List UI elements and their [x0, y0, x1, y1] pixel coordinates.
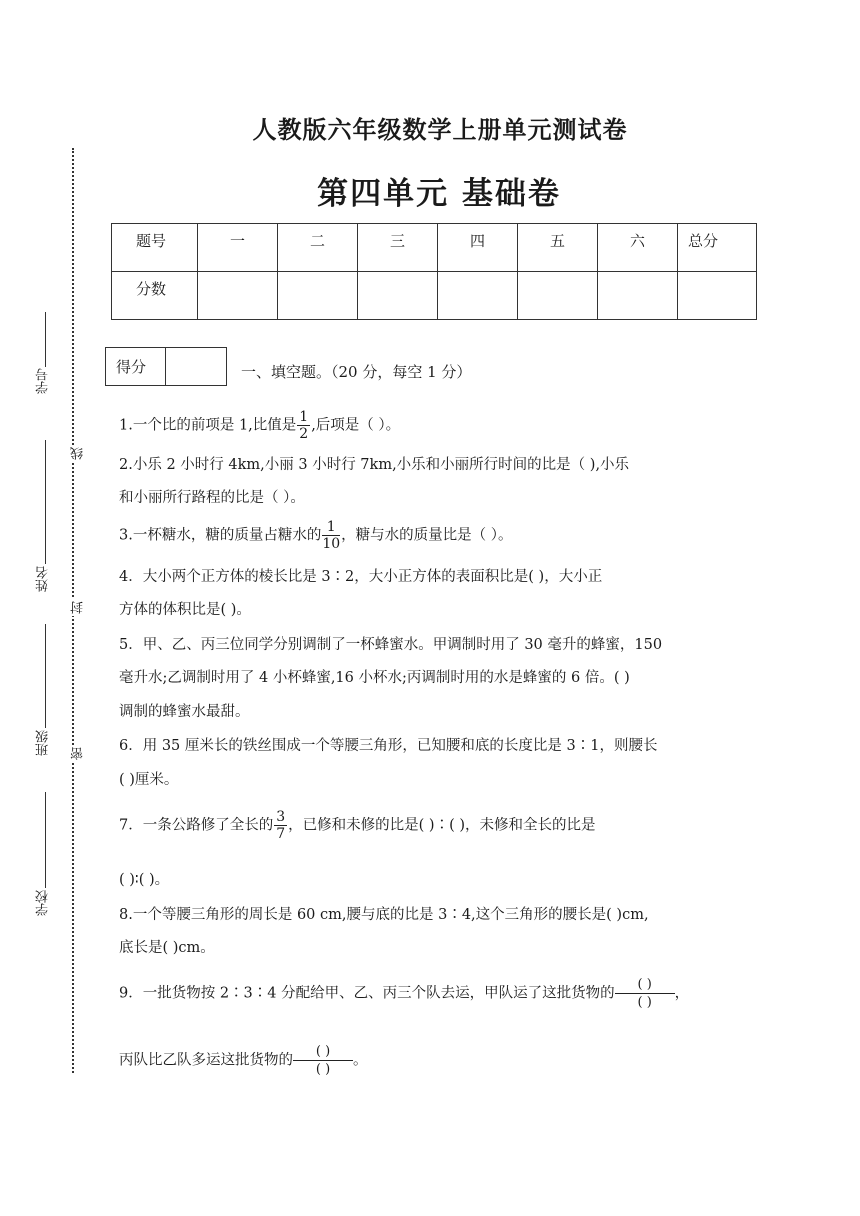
question-text: 丙队比乙队多运这批货物的	[119, 1052, 293, 1069]
school-label: 学校	[36, 890, 51, 916]
document-title: 人教版六年级数学上册单元测试卷	[252, 116, 628, 144]
seal-char: 密	[71, 747, 86, 760]
question-text: 1.一个比的前项是 1,比值是	[119, 417, 297, 434]
score-input-cell[interactable]	[518, 272, 598, 320]
blank-denominator: ( )	[315, 1062, 331, 1077]
score-table	[111, 223, 757, 320]
seal-char: 线	[71, 447, 86, 460]
question-text: 9．一批货物按 2∶3∶4 分配给甲、乙、丙三个队去运，甲队运了这批货物的	[119, 985, 615, 1002]
blank-fraction[interactable]	[615, 978, 675, 1009]
blank-numerator: ( )	[293, 1045, 353, 1061]
student-id-field[interactable]	[45, 312, 46, 367]
question-6-line-1: 6．用 35 厘米长的铁丝围成一个等腰三角形，已知腰和底的长度比是 3∶1，则腰长	[119, 738, 658, 754]
table-cell: 题号	[112, 224, 198, 272]
question-7-line-1	[119, 810, 596, 841]
section-heading: 一、填空题。（20 分，每空 1 分）	[241, 363, 472, 381]
table-cell: 一	[198, 224, 278, 272]
fraction	[322, 520, 340, 551]
question-text: ，已修和未修的比是( )∶( )，未修和全长的比是	[288, 817, 596, 834]
fraction-denominator: 10	[322, 536, 341, 552]
table-cell: 三	[358, 224, 438, 272]
question-5-line-2: 毫升水;乙调制时用了 4 小杯蜂蜜,16 小杯水;丙调制时用的水是蜂蜜的 6 倍。( )	[119, 670, 630, 686]
question-4-line-1: 4．大小两个正方体的棱长比是 3∶2，大小正方体的表面积比是( )，大小正	[119, 569, 603, 585]
school-field[interactable]	[45, 792, 46, 888]
score-input-cell[interactable]	[438, 272, 518, 320]
class-field[interactable]	[45, 624, 46, 728]
blank-numerator: ( )	[615, 978, 675, 994]
question-text: 。	[353, 1052, 368, 1069]
table-cell: 六	[598, 224, 678, 272]
score-box-label: 得分	[106, 348, 166, 385]
table-cell: 总分	[678, 224, 757, 272]
score-input-cell[interactable]	[278, 272, 358, 320]
question-5-line-1: 5．甲、乙、丙三位同学分别调制了一杯蜂蜜水。甲调制时用了 30 毫升的蜂蜜，150	[119, 637, 663, 653]
question-9-line-1	[119, 978, 689, 1009]
question-8-line-2: 底长是( )cm。	[119, 940, 215, 956]
seal-char: 封	[71, 601, 86, 614]
score-input-cell[interactable]	[678, 272, 757, 320]
question-text: ，	[674, 985, 690, 1002]
question-2-line-1: 2.小乐 2 小时行 4km,小丽 3 小时行 7km,小乐和小丽所行时间的比是（ ),小乐	[119, 457, 630, 473]
question-7-line-2: ( )∶( )。	[119, 872, 170, 888]
name-field[interactable]	[45, 440, 46, 564]
question-text: ，糖与水的质量比是（ ）。	[341, 527, 513, 544]
score-table-score-row	[112, 272, 757, 320]
question-9-line-2	[119, 1045, 368, 1076]
fraction-denominator: 7	[276, 826, 286, 842]
table-cell: 四	[438, 224, 518, 272]
student-id-label: 学号	[36, 368, 51, 394]
question-text: 7．一条公路修了全长的	[119, 817, 274, 834]
score-table-header-row	[112, 224, 757, 272]
question-8-line-1: 8.一个等腰三角形的周长是 60 cm,腰与底的比是 3∶4,这个三角形的腰长是( )cm,	[119, 907, 649, 923]
fraction	[297, 410, 310, 441]
fraction-numerator: 1	[299, 409, 309, 425]
score-input-cell[interactable]	[598, 272, 678, 320]
question-4-line-2: 方体的体积比是( )。	[119, 602, 251, 618]
fraction-numerator: 3	[276, 809, 286, 825]
document-subtitle: 第四单元 基础卷	[317, 176, 561, 212]
question-1	[119, 410, 400, 441]
question-text: ,后项是（ ）。	[311, 417, 401, 434]
question-3	[119, 520, 513, 551]
blank-fraction[interactable]	[293, 1045, 353, 1076]
table-cell: 五	[518, 224, 598, 272]
fraction-numerator: 1	[322, 520, 340, 536]
question-2-line-2: 和小丽所行路程的比是（ ）。	[119, 490, 305, 506]
fraction	[274, 810, 287, 841]
section-score-box	[105, 347, 227, 386]
fraction-denominator: 2	[299, 426, 309, 442]
question-text: 3.一杯糖水，糖的质量占糖水的	[119, 527, 322, 544]
name-label: 姓名	[36, 566, 51, 592]
score-input-cell[interactable]	[358, 272, 438, 320]
question-5-line-3: 调制的蜂蜜水最甜。	[119, 704, 250, 720]
question-6-line-2: ( )厘米。	[119, 772, 179, 788]
blank-denominator: ( )	[637, 995, 652, 1010]
table-cell: 二	[278, 224, 358, 272]
class-label: 班级	[36, 730, 51, 756]
score-box-input[interactable]	[166, 348, 226, 385]
table-cell: 分数	[112, 272, 198, 320]
score-input-cell[interactable]	[198, 272, 278, 320]
